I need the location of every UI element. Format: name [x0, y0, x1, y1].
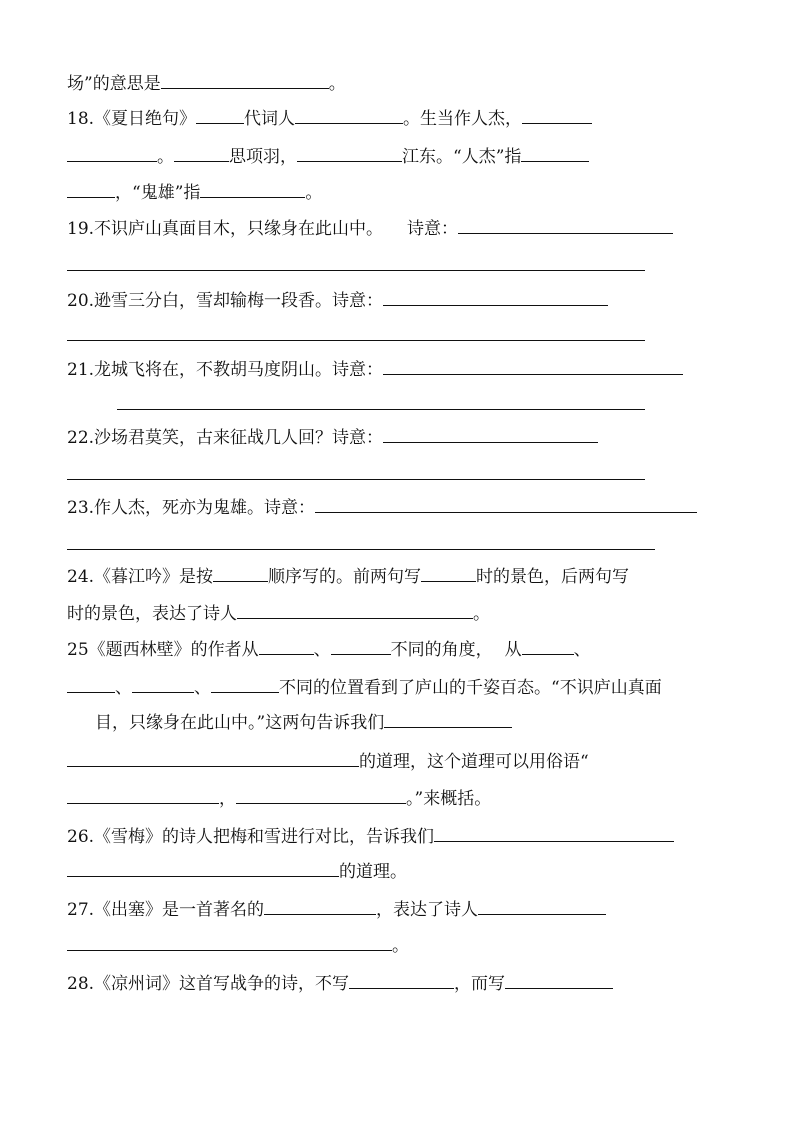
question-text: 思项羽， — [229, 147, 297, 167]
fill-in-blank[interactable] — [383, 424, 598, 443]
question-text: 江东。“人杰”指 — [402, 147, 522, 167]
question-text: 22.沙场君莫笑，古来征战几人回？诗意： — [67, 428, 384, 448]
fill-in-blank[interactable] — [505, 970, 613, 989]
answer-line-20[interactable] — [67, 340, 645, 341]
question-text: 28.《凉州词》这首写战争的诗，不写 — [67, 974, 350, 994]
fill-in-blank[interactable] — [132, 674, 194, 693]
question-text: 24.《暮江吟》是按 — [67, 567, 214, 587]
fill-in-blank[interactable] — [211, 674, 279, 693]
question-text: 目，只缘身在此山中。”这两句告诉我们 — [95, 713, 385, 733]
question-line-20 — [67, 932, 409, 957]
question-text: 。 — [473, 604, 490, 624]
question-line-4 — [67, 179, 322, 204]
question-text: ，而写 — [454, 974, 506, 994]
fill-in-blank[interactable] — [384, 709, 512, 728]
question-line-3 — [67, 143, 589, 168]
question-text: 27.《出塞》是一首著名的 — [67, 900, 265, 920]
answer-line-23[interactable] — [67, 549, 655, 550]
question-text: 23.作人杰，死亦为鬼雄。诗意： — [67, 498, 316, 518]
question-line-17 — [67, 823, 674, 848]
question-line-11 — [67, 600, 490, 625]
fill-in-blank[interactable] — [521, 143, 589, 162]
question-text: 代词人 — [244, 109, 296, 129]
fill-in-blank[interactable] — [67, 143, 157, 162]
fill-in-blank[interactable] — [200, 179, 305, 198]
question-text: 、 — [194, 678, 211, 698]
question-text: 不同的角度， — [390, 640, 493, 660]
fill-in-blank[interactable] — [236, 785, 406, 804]
fill-in-blank[interactable] — [264, 896, 376, 915]
question-line-16 — [67, 785, 491, 810]
fill-in-blank[interactable] — [522, 636, 574, 655]
fill-in-blank[interactable] — [458, 215, 673, 234]
answer-line-21[interactable] — [117, 409, 645, 410]
question-text: 诗意： — [407, 219, 459, 239]
question-line-13 — [67, 674, 662, 699]
answer-line-22[interactable] — [67, 479, 645, 480]
question-line-8 — [67, 424, 598, 449]
fill-in-blank[interactable] — [161, 70, 329, 89]
question-line-19 — [67, 896, 606, 921]
question-line-9 — [67, 494, 697, 519]
question-text: 、 — [115, 678, 132, 698]
question-line-1 — [67, 70, 346, 95]
question-text: 18.《夏日绝句》 — [67, 109, 197, 129]
question-text: 19.不识庐山真面目木，只缘身在此山中。 — [67, 219, 384, 239]
question-line-18 — [67, 858, 407, 883]
fill-in-blank[interactable] — [67, 674, 115, 693]
fill-in-blank[interactable] — [213, 563, 268, 582]
question-text: 不同的位置看到了庐山的千姿百态。“不识庐山真面 — [279, 678, 662, 698]
fill-in-blank[interactable] — [67, 932, 392, 951]
question-text: 、 — [313, 640, 331, 660]
fill-in-blank[interactable] — [478, 896, 606, 915]
question-text: ， — [219, 789, 236, 809]
fill-in-blank[interactable] — [259, 636, 314, 655]
question-text: 25《题西林壁》的作者从 — [67, 640, 259, 660]
question-text: 的道理。 — [339, 862, 407, 882]
question-text: 。 — [157, 147, 174, 167]
fill-in-blank[interactable] — [315, 494, 697, 513]
fill-in-blank[interactable] — [196, 105, 244, 124]
question-text: 从 — [504, 640, 522, 660]
question-line-21 — [67, 970, 613, 995]
question-line-15 — [67, 748, 589, 773]
question-text: 时的景色，后两句写 — [476, 567, 630, 587]
fill-in-blank[interactable] — [237, 600, 473, 619]
question-text: 。 — [305, 183, 323, 203]
question-text: 、 — [573, 640, 591, 660]
question-line-5 — [67, 215, 673, 240]
question-text: 。”来概括。 — [406, 789, 492, 809]
question-text: 26.《雪梅》的诗人把梅和雪进行对比，告诉我们 — [67, 827, 435, 847]
fill-in-blank[interactable] — [67, 858, 339, 877]
question-text: 时的景色，表达了诗人 — [67, 604, 237, 624]
fill-in-blank[interactable] — [434, 823, 674, 842]
question-text: 。 — [392, 936, 409, 956]
fill-in-blank[interactable] — [383, 287, 608, 306]
question-text: 场”的意思是 — [67, 74, 161, 94]
question-text: 20.逊雪三分白，雪却输梅一段香。诗意： — [67, 291, 384, 311]
question-text: 。生当作人杰， — [403, 109, 523, 129]
answer-line-19[interactable] — [67, 270, 645, 271]
question-line-6 — [67, 287, 608, 312]
fill-in-blank[interactable] — [67, 785, 219, 804]
question-line-7 — [67, 356, 683, 381]
question-text: ，表达了诗人 — [376, 900, 479, 920]
fill-in-blank[interactable] — [67, 179, 115, 198]
fill-in-blank[interactable] — [297, 143, 402, 162]
question-line-10 — [67, 563, 629, 588]
question-text: ，“鬼雄”指 — [115, 183, 201, 203]
fill-in-blank[interactable] — [331, 636, 391, 655]
question-line-14 — [95, 709, 512, 734]
fill-in-blank[interactable] — [383, 356, 683, 375]
question-line-12 — [67, 636, 591, 661]
fill-in-blank[interactable] — [295, 105, 403, 124]
question-text: 的道理，这个道理可以用俗语“ — [359, 752, 589, 772]
question-text: 21.龙城飞将在，不教胡马度阴山。诗意： — [67, 360, 384, 380]
fill-in-blank[interactable] — [67, 748, 359, 767]
fill-in-blank[interactable] — [522, 105, 592, 124]
fill-in-blank[interactable] — [174, 143, 229, 162]
fill-in-blank[interactable] — [349, 970, 454, 989]
question-text: 顺序写的。前两句写 — [268, 567, 422, 587]
fill-in-blank[interactable] — [421, 563, 476, 582]
question-line-2 — [67, 105, 592, 130]
question-text: 。 — [328, 74, 346, 94]
